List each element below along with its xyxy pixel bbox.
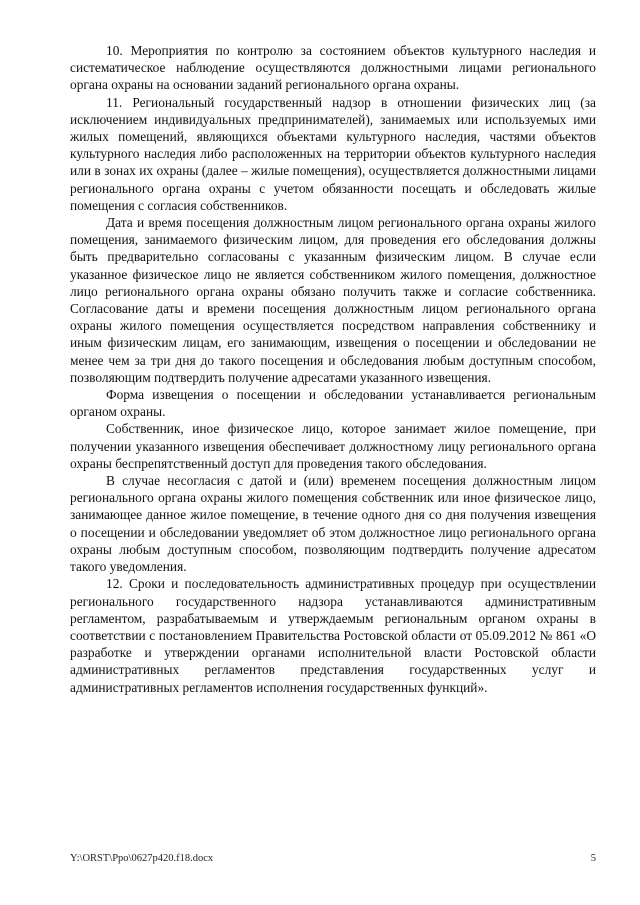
paragraph-item-10: 10. Мероприятия по контролю за состоянием объектов культурного наследия и систематическое наблюдение осуществляются должностными лицами регионального органа охраны на основании заданий регионального органа охраны. [70, 43, 596, 93]
paragraph-item-11: 11. Региональный государственный надзор в отношении физических лиц (за исключением индивидуальных предпринимателей), занимаемых или используемых ими жилых помещений, являющихся объектами культурного наследия, частями объектов культурного наследия либо расположенных на территории объектов культурного наследия или в зонах их охраны (далее – жилые помещения), осуществляется должностными лицами регионального органа охраны с учетом обязанности посещать и обследовать жилые помещения с согласия собственников. [70, 94, 596, 213]
paragraph-disagreement: В случае несогласия с датой и (или) временем посещения должностным лицом регионального органа охраны жилого помещения собственник или иное физическое лицо, занимающее данное жилое помещение, в течение одного дня со дня получения извещения о посещении и обследовании уведомляет об этом должностное лицо регионального органа охраны любым доступным способом, позволяющим подтвердить получение адресатом такого уведомления. [70, 473, 596, 575]
paragraph-owner-access: Собственник, иное физическое лицо, которое занимает жилое помещение, при получении указанного извещения обеспечивает должностному лицу регионального органа охраны беспрепятственный доступ для проведения такого обследования. [70, 421, 596, 471]
footer-file-path: Y:\ORST\Ppo\0627p420.f18.docx [70, 853, 214, 864]
paragraph-notice-form: Форма извещения о посещении и обследовании устанавливается региональным органом охраны. [70, 387, 596, 420]
page-number: 5 [590, 853, 596, 864]
paragraph-item-12: 12. Сроки и последовательность административных процедур при осуществлении регионального государственного надзора устанавливаются административным регламентом, разрабатываемым и утверждаемым региональным органом охраны в соответствии с постановлением Правительства Ростовской области от 05.09.2012 № 861 «О разработке и утверждении органами исполнительной власти Ростовской области административных регламентов представления государственных услуг и административных регламентов исполнения государственных функций». [70, 576, 596, 695]
paragraph-visit-date: Дата и время посещения должностным лицом регионального органа охраны жилого помещения, занимаемого физическим лицом, для проведения его обследования должны быть предварительно согласованы с указанным физическим лицом. В случае если указанное физическое лицо не является собственником жилого помещения, должностное лицо регионального органа охраны обязано получить также и согласие собственника. Согласование даты и времени посещения должностным лицом регионального органа охраны жилого помещения осуществляется посредством направления собственнику и иным физическим лицам, его занимающим, извещения о посещении и обследовании не менее чем за три дня до такого посещения и обследования любым доступным способом, позволяющим подтвердить получение адресатами указанного извещения. [70, 215, 596, 385]
document-body [70, 42, 596, 696]
